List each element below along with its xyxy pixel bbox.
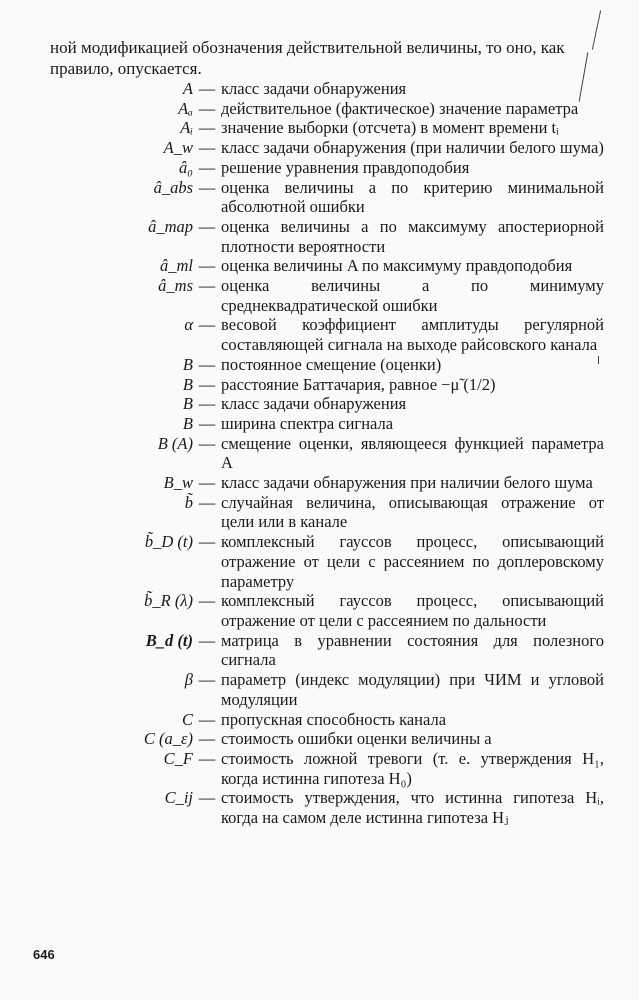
definition: смещение оценки, являющееся функцией параметра A: [221, 433, 604, 473]
definition: класс задачи обнаружения: [221, 394, 407, 414]
list-item: Aᵢ — значение выборки (отсчета) в момент времени tᵢ: [0, 118, 639, 138]
definition: матрица в уравнении состояния для полезного сигнала: [221, 630, 604, 670]
list-item: C_ij — стоимость утверждения, что истинна гипотеза Hᵢ, когда на самом деле истинна гипотеза Hⱼ: [0, 788, 639, 827]
definition: оценка величины a по максимуму апостериорной плотности вероятности: [221, 216, 604, 256]
definition: класс задачи обнаружения (при наличии белого шума): [221, 138, 604, 158]
list-item: b̃_D (t) — комплексный гауссов процесс, описывающий отражение от цели с рассеянием по доплеровскому параметру: [0, 532, 639, 591]
list-item: Aₐ — действительное (фактическое) значение параметра: [0, 99, 639, 119]
symbol: â_ml: [160, 256, 193, 276]
list-item: â_map — оценка величины a по максимуму апостериорной плотности вероятности: [0, 217, 639, 256]
symbol: C_ij: [164, 788, 193, 808]
list-item: b̃_R (λ) — комплексный гауссов процесс, описывающий отражение от цели с рассеянием по дальности: [0, 591, 639, 630]
definition: расстояние Баттачария, равное −μ̃ (1/2): [221, 374, 496, 394]
definition: решение уравнения правдоподобия: [221, 157, 470, 177]
list-item: â_ms — оценка величины a по минимуму среднеквадратической ошибки: [0, 276, 639, 315]
list-item: B — класс задачи обнаружения: [0, 394, 639, 414]
list-item: B_d (t) — матрица в уравнении состояния для полезного сигнала: [0, 631, 639, 670]
definition: значение выборки (отсчета) в момент времени tᵢ: [221, 118, 559, 138]
definition: действительное (фактическое) значение параметра: [221, 98, 579, 118]
symbol: A_w: [163, 138, 193, 158]
list-item: C_F — стоимость ложной тревоги (т. е. утверждения H₁, когда истинна гипотеза H₀): [0, 749, 639, 788]
list-item: β — параметр (индекс модуляции) при ЧИМ и угловой модуляции: [0, 670, 639, 709]
definition: стоимость утверждения, что истинна гипотеза Hᵢ, когда на самом деле истинна гипотеза Hⱼ: [221, 788, 604, 828]
list-item: C — пропускная способность канала: [0, 710, 639, 730]
definition: параметр (индекс модуляции) при ЧИМ и угловой модуляции: [221, 670, 604, 709]
list-item: â_ml — оценка величины A по максимуму правдоподобия: [0, 256, 639, 276]
definition: стоимость ошибки оценки величины a: [221, 729, 492, 749]
symbol: B: [182, 374, 193, 394]
definition: класс задачи обнаружения при наличии белого шума: [221, 473, 593, 493]
intro-paragraph: ной модификацией обозначения действительной величины, то оно, как правило, опускается.: [50, 38, 565, 78]
symbol: b̃: [184, 492, 193, 512]
definition: случайная величина, описывающая отражение от цели или в канале: [221, 492, 604, 532]
list-item: B — постоянное смещение (оценки): [0, 355, 639, 375]
list-item: B — ширина спектра сигнала: [0, 414, 639, 434]
list-item: A_w — класс задачи обнаружения (при наличии белого шума): [0, 138, 639, 158]
symbol: A: [182, 79, 193, 98]
definition: весовой коэффициент амплитуды регулярной составляющей сигнала на выходе райсовского канала: [221, 315, 604, 355]
symbol: â₀: [179, 157, 193, 177]
list-item: b̃ — случайная величина, описывающая отражение от цели или в канале: [0, 493, 639, 532]
symbol: β: [184, 670, 193, 690]
list-item: C (a_ε) — стоимость ошибки оценки величины a: [0, 729, 639, 749]
symbol: B: [182, 354, 193, 374]
list-item: A — класс задачи обнаружения: [0, 79, 639, 99]
definition: оценка величины a по критерию минимальной абсолютной ошибки: [221, 177, 604, 217]
symbol: B_w: [163, 473, 193, 493]
definition: ширина спектра сигнала: [221, 413, 394, 433]
page-number: 646: [33, 947, 55, 962]
scan-mark: [598, 356, 599, 364]
definition: оценка величины a по минимуму среднеквадратической ошибки: [221, 276, 604, 315]
definition: стоимость ложной тревоги (т. е. утверждения H₁, когда истинна гипотеза H₀): [221, 748, 604, 788]
symbol: α: [184, 315, 193, 335]
definition: оценка величины A по максимуму правдоподобия: [221, 256, 573, 276]
symbol: C (a_ε): [143, 729, 193, 749]
notation-list: [0, 79, 639, 828]
symbol: B: [182, 413, 193, 433]
symbol: b̃_D (t): [144, 532, 193, 552]
definition: пропускная способность канала: [221, 709, 447, 729]
symbol: â_map: [148, 216, 193, 236]
list-item: B — расстояние Баттачария, равное −μ̃ (1/2): [0, 375, 639, 395]
definition: класс задачи обнаружения: [221, 79, 407, 98]
definition: постоянное смещение (оценки): [221, 354, 442, 374]
list-item: â_abs — оценка величины a по критерию минимальной абсолютной ошибки: [0, 178, 639, 217]
symbol: C: [181, 709, 193, 729]
symbol: B: [182, 394, 193, 414]
symbol: b̃_R (λ): [144, 591, 193, 611]
definition: комплексный гауссов процесс, описывающий отражение от цели с рассеянием по доплеровскому параметру: [221, 532, 604, 591]
symbol: â_ms: [158, 276, 193, 296]
symbol: B_d (t): [145, 630, 193, 650]
list-item: B (A) — смещение оценки, являющееся функцией параметра A: [0, 434, 639, 473]
definition: комплексный гауссов процесс, описывающий отражение от цели с рассеянием по дальности: [221, 591, 604, 630]
list-item: α — весовой коэффициент амплитуды регулярной составляющей сигнала на выходе райсовского канала: [0, 315, 639, 354]
symbol: C_F: [163, 748, 193, 768]
list-item: B_w — класс задачи обнаружения при наличии белого шума: [0, 473, 639, 493]
symbol: â_abs: [153, 177, 193, 197]
symbol: B (A): [157, 433, 193, 453]
symbol: Aₐ: [178, 98, 193, 118]
symbol: Aᵢ: [180, 118, 193, 138]
list-item: â₀ — решение уравнения правдоподобия: [0, 158, 639, 178]
